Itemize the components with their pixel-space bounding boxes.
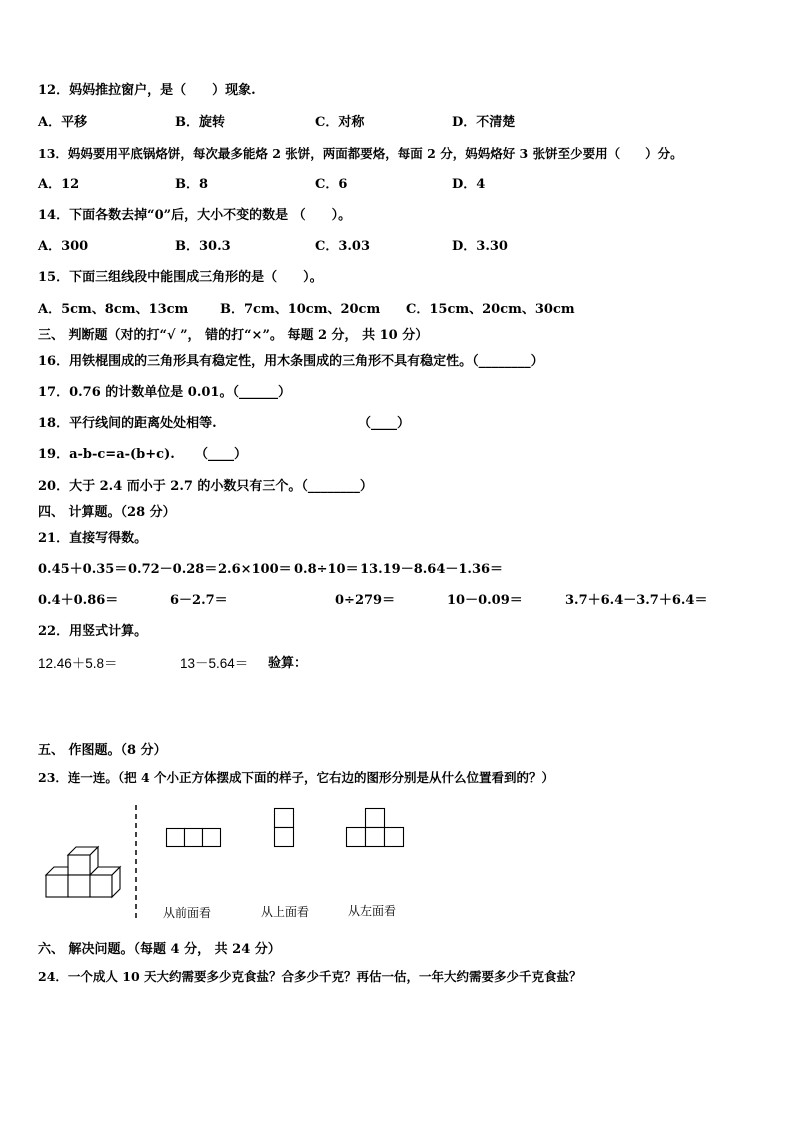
- question-21-stem: 21．直接写得数。: [38, 531, 148, 546]
- label-front-view: 从前面看: [163, 906, 212, 920]
- q14-option-c: C．3.03: [315, 239, 371, 254]
- q14-option-a: A．300: [38, 239, 89, 254]
- view-shape-pyramid: [346, 808, 406, 848]
- question-18-stem: 18．平行线间的距离处处相等.: [38, 416, 217, 431]
- q13-option-c: C．6: [315, 177, 348, 192]
- question-23-stem: 23．连一连。（把 4 个小正方体摆成下面的样子，它右边的图形分别是从什么位置看到的？）: [38, 770, 555, 785]
- question-16: 16．用铁棍围成的三角形具有稳定性，用木条围成的三角形不具有稳定性。（________）: [38, 354, 544, 369]
- question-18-blank: （____）: [358, 416, 411, 431]
- question-19-blank: （____）: [195, 447, 248, 462]
- question-13-stem: 13．妈妈要用平底锅烙饼，每次最多能烙 2 张饼，两面都要烙，每面 2 分，妈妈烙好 3 张饼至少要用（ ）分。: [38, 146, 683, 161]
- section-3-heading: 三、 判断题（对的打“√ ”， 错的打“×”。 每题 2 分， 共 10 分）: [38, 328, 429, 343]
- q22-item-1: 12.46＋5.8＝: [38, 656, 118, 671]
- q21-row2-item-3: 0÷279＝: [335, 593, 396, 608]
- q15-option-b: B．7cm、10cm、20cm: [220, 302, 381, 317]
- q15-option-a: A．5cm、8cm、13cm: [38, 302, 189, 317]
- q22-check-label: 验算：: [268, 656, 308, 671]
- q12-option-a: A．平移: [38, 115, 88, 130]
- q21-row2-item-2: 6－2.7＝: [170, 593, 228, 608]
- question-22-stem: 22．用竖式计算。: [38, 624, 148, 639]
- q15-option-c: C．15cm、20cm、30cm: [406, 302, 575, 317]
- question-24: 24．一个成人 10 天大约需要多少克食盐？合多少千克？再估一估，一年大约需要多少千克食盐？: [38, 969, 582, 984]
- question-12-stem: 12．妈妈推拉窗户，是（ ）现象.: [38, 83, 256, 98]
- section-6-heading: 六、 解决问题。（每题 4 分， 共 24 分）: [38, 942, 281, 957]
- q13-option-a: A．12: [38, 177, 80, 192]
- q12-option-b: B．旋转: [175, 115, 225, 130]
- section-5-heading: 五、 作图题。（8 分）: [38, 743, 167, 758]
- q21-row2-item-5: 3.7＋6.4－3.7＋6.4＝: [565, 593, 708, 608]
- q21-row1-item-4: 0.8÷10＝: [294, 562, 359, 577]
- label-top-view: 从上面看: [261, 905, 310, 919]
- dashed-divider: [134, 805, 138, 918]
- q13-option-d: D．4: [452, 177, 486, 192]
- q21-row1-item-2: 0.72－0.28＝: [128, 562, 218, 577]
- label-left-view: 从左面看: [348, 904, 397, 918]
- q12-option-c: C．对称: [315, 115, 365, 130]
- view-shape-three-row: [166, 828, 222, 848]
- q14-option-b: B．30.3: [175, 239, 231, 254]
- q12-option-d: D．不清楚: [452, 115, 516, 130]
- section-4-heading: 四、 计算题。（28 分）: [38, 505, 176, 520]
- question-20: 20．大于 2.4 而小于 2.7 的小数只有三个。（________）: [38, 479, 373, 494]
- q22-item-2: 13－5.64＝: [180, 656, 249, 671]
- cube-stack-figure: [40, 845, 130, 905]
- q21-row1-item-1: 0.45＋0.35＝: [38, 562, 128, 577]
- view-shape-two-stacked: [274, 808, 296, 848]
- q21-row2-item-1: 0.4＋0.86＝: [38, 593, 119, 608]
- question-17: 17．0.76 的计数单位是 0.01。（______）: [38, 385, 291, 400]
- q14-option-d: D．3.30: [452, 239, 508, 254]
- question-14-stem: 14．下面各数去掉“0”后，大小不变的数是 （ ）。: [38, 208, 352, 223]
- question-19-stem: 19．a-b-c=a-(b+c).: [38, 447, 175, 462]
- q21-row1-item-5: 13.19－8.64－1.36＝: [360, 562, 504, 577]
- q21-row1-item-3: 2.6×100＝: [218, 562, 292, 577]
- question-15-stem: 15．下面三组线段中能围成三角形的是（ ）。: [38, 270, 323, 285]
- q21-row2-item-4: 10－0.09＝: [447, 593, 523, 608]
- q13-option-b: B．8: [175, 177, 209, 192]
